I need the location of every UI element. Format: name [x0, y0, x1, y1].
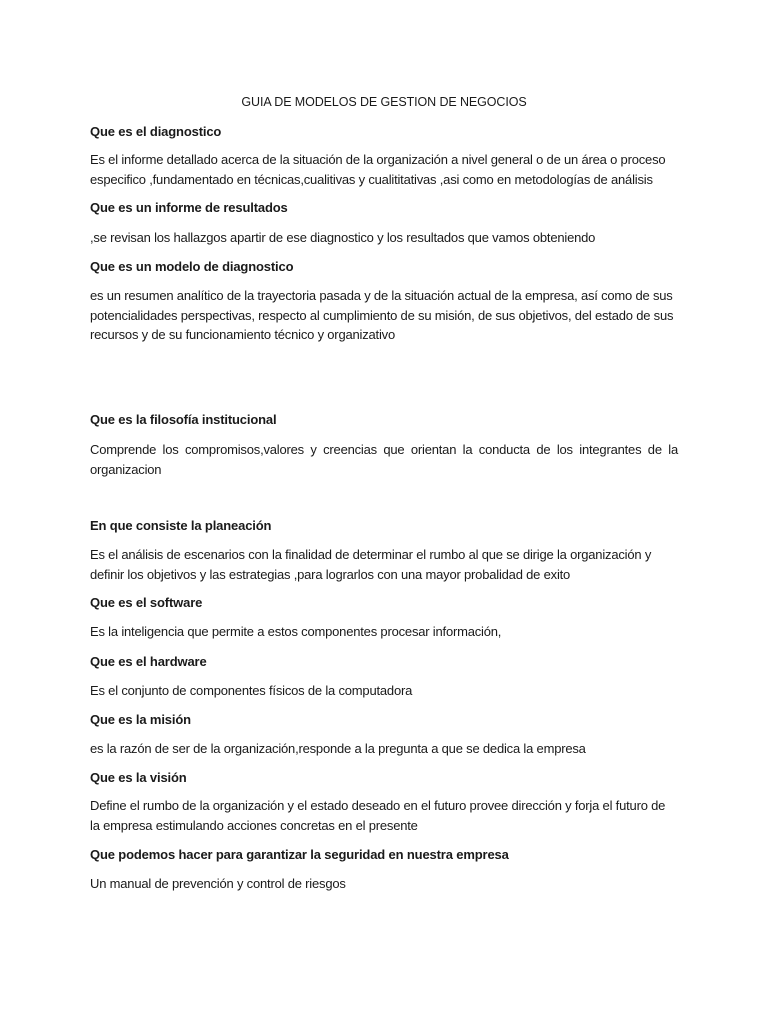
answer-modelo-diagnostico: es un resumen analítico de la trayectoria pasada y de la situación actual de la empresa, así como de sus potencialidades perspectivas, respecto al cumplimiento de su misión, de sus objetivos, del estado de sus recursos y de su funcionamiento técnico y organizativo [90, 288, 674, 342]
question-vision: Que es la visión [90, 770, 187, 785]
question-hardware: Que es el hardware [90, 654, 207, 669]
answer-filosofia-institucional: Comprende los compromisos,valores y creencias que orientan la conducta de los integrantes de la organizacion [90, 442, 678, 477]
question-software: Que es el software [90, 595, 203, 610]
answer-mision: es la razón de ser de la organización,responde a la pregunta a que se dedica la empresa [90, 741, 586, 756]
document-title: GUIA DE MODELOS DE GESTION DE NEGOCIOS [241, 95, 527, 109]
answer-software: Es la inteligencia que permite a estos componentes procesar información, [90, 624, 502, 639]
question-informe-resultados: Que es un informe de resultados [90, 200, 288, 215]
question-modelo-diagnostico: Que es un modelo de diagnostico [90, 259, 294, 274]
question-mision: Que es la misión [90, 712, 191, 727]
answer-seguridad-empresa: Un manual de prevención y control de riesgos [90, 876, 346, 891]
answer-hardware: Es el conjunto de componentes físicos de la computadora [90, 683, 413, 698]
answer-vision: Define el rumbo de la organización y el estado deseado en el futuro provee dirección y forja el futuro de la empresa estimulando acciones concretas en el presente [90, 798, 666, 833]
question-diagnostico: Que es el diagnostico [90, 124, 222, 139]
answer-informe-resultados: ,se revisan los hallazgos apartir de ese diagnostico y los resultados que vamos obteniendo [90, 230, 596, 245]
answer-planeacion: Es el análisis de escenarios con la finalidad de determinar el rumbo al que se dirige la organización y definir los objetivos y las estrategias ,para lograrlos con una mayor probalidad de exito [90, 547, 652, 582]
question-seguridad-empresa: Que podemos hacer para garantizar la seguridad en nuestra empresa [90, 847, 509, 862]
question-planeacion: En que consiste la planeación [90, 518, 272, 533]
question-filosofia-institucional: Que es la filosofía institucional [90, 412, 277, 427]
answer-diagnostico: Es el informe detallado acerca de la situación de la organización a nivel general o de un área o proceso especifico ,fundamentado en técnicas,cualitivas y cualititativas ,asi como en metodologías de análisis [90, 152, 666, 187]
